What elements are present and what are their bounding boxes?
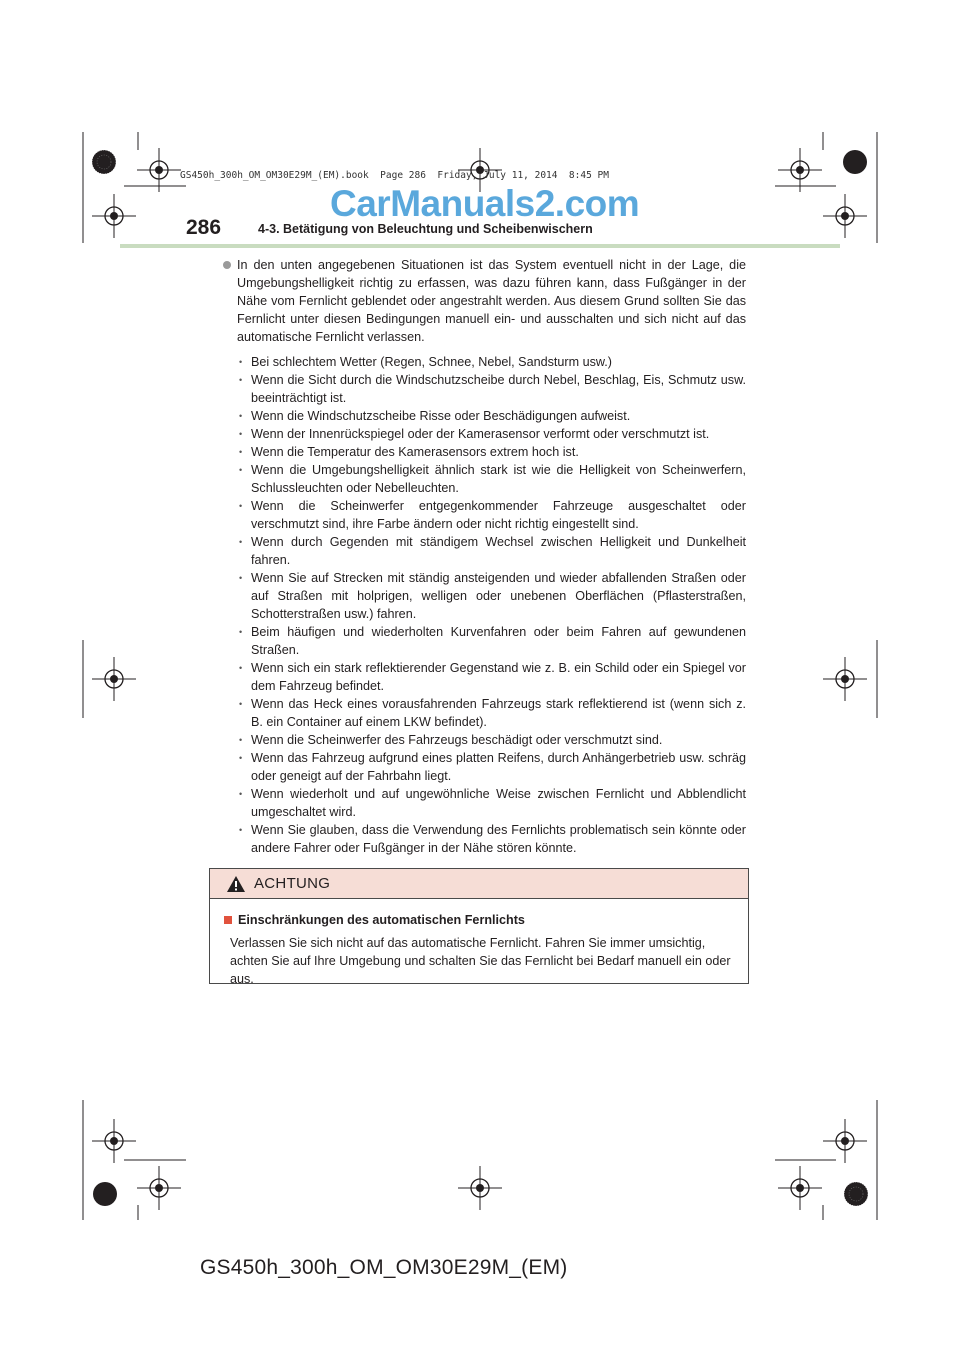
warning-text: Verlassen Sie sich nicht auf das automatische Fernlicht. Fahren Sie immer umsichtig, achten Sie auf Ihre Umgebung und schalten Sie das Fernlicht bei Bedarf manuell ein oder aus. <box>230 936 731 986</box>
list-item: • Wenn das Fahrzeug aufgrund eines platten Reifens, durch Anhängerbetrieb usw. schräg oder geneigt auf der Fahrbahn liegt. <box>237 749 746 785</box>
warning-subtitle <box>224 911 738 929</box>
list-item: • Wenn die Scheinwerfer des Fahrzeugs beschädigt oder verschmutzt sind. <box>237 731 746 749</box>
list-item: • Bei schlechtem Wetter (Regen, Schnee, Nebel, Sandsturm usw.) <box>237 353 746 371</box>
list-item: • Wenn die Umgebungshelligkeit ähnlich stark ist wie die Helligkeit von Scheinwerfern, Schlussleuchten oder Nebelleuchten. <box>237 461 746 497</box>
intro-paragraph <box>223 256 746 346</box>
warning-label: ACHTUNG <box>254 875 331 892</box>
warning-box <box>209 868 749 984</box>
list-item: • Wenn durch Gegenden mit ständigem Wechsel zwischen Helligkeit und Dunkelheit fahren. <box>237 533 746 569</box>
section-title: 4-3. Betätigung von Beleuchtung und Scheibenwischern <box>258 222 593 236</box>
header-rule <box>120 244 840 248</box>
list-item: • Wenn der Innenrückspiegel oder der Kamerasensor verformt oder verschmutzt ist. <box>237 425 746 443</box>
warning-body <box>210 899 748 988</box>
list-item: • Wenn die Windschutzscheibe Risse oder Beschädigungen aufweist. <box>237 407 746 425</box>
page-number: 286 <box>186 216 222 239</box>
intro-text: In den unten angegebenen Situationen ist das System eventuell nicht in der Lage, die Umgebungshelligkeit richtig zu erfassen, was dazu führen kann, dass Fußgänger in der Nähe vom Fernlicht geblendet oder angestrahlt werden. Aus diesem Grund sollten Sie das Fernlicht unter diesen Bedingungen manuell ein- und ausschalten und sich nicht auf das automatische Fernlicht verlassen. <box>237 258 746 344</box>
red-square-icon <box>224 916 232 924</box>
bullet-dot-icon <box>223 261 231 269</box>
list-item: • Wenn Sie auf Strecken mit ständig ansteigenden und wieder abfallenden Straßen oder auf Straßen mit holprigen, welligen oder unebenen Oberflächen (Pflasterstraßen, Schotterstraßen usw.) fahren. <box>237 569 746 623</box>
list-item: • Beim häufigen und wiederholten Kurvenfahren oder beim Fahren auf gewundenen Straßen. <box>237 623 746 659</box>
list-item: • Wenn Sie glauben, dass die Verwendung des Fernlichts problematisch sein könnte oder andere Fahrer oder Fußgänger in der Nähe stören könnte. <box>237 821 746 857</box>
list-item: • Wenn die Sicht durch die Windschutzscheibe durch Nebel, Beschlag, Eis, Schmutz usw. beeinträchtigt ist. <box>237 371 746 407</box>
warning-header <box>210 869 748 899</box>
list-item: • Wenn sich ein stark reflektierender Gegenstand wie z. B. ein Schild oder ein Spiegel vor dem Fahrzeug befindet. <box>237 659 746 695</box>
footer-book-code: GS450h_300h_OM_OM30E29M_(EM) <box>200 1256 568 1279</box>
print-info: GS450h_300h_OM_OM30E29M_(EM).book Page 286 Friday, July 11, 2014 8:45 PM <box>180 170 609 181</box>
list-item: • Wenn wiederholt und auf ungewöhnliche Weise zwischen Fernlicht und Abblendlicht umgeschaltet wird. <box>237 785 746 821</box>
warning-triangle-icon <box>226 875 246 893</box>
main-content <box>223 256 746 857</box>
list-item: • Wenn das Heck eines vorausfahrenden Fahrzeugs stark reflektierend ist (wenn sich z. B. ein Container auf einem LKW befindet). <box>237 695 746 731</box>
warning-subtitle-text: Einschränkungen des automatischen Fernlichts <box>238 913 525 927</box>
list-item: • Wenn die Temperatur des Kamerasensors extrem hoch ist. <box>237 443 746 461</box>
conditions-list <box>223 353 746 857</box>
list-item: • Wenn die Scheinwerfer entgegenkommender Fahrzeuge ausgeschaltet oder verschmutzt sind, ihre Farbe ändern oder nicht richtig eingestellt sind. <box>237 497 746 533</box>
watermark: CarManuals2.com <box>330 183 640 224</box>
